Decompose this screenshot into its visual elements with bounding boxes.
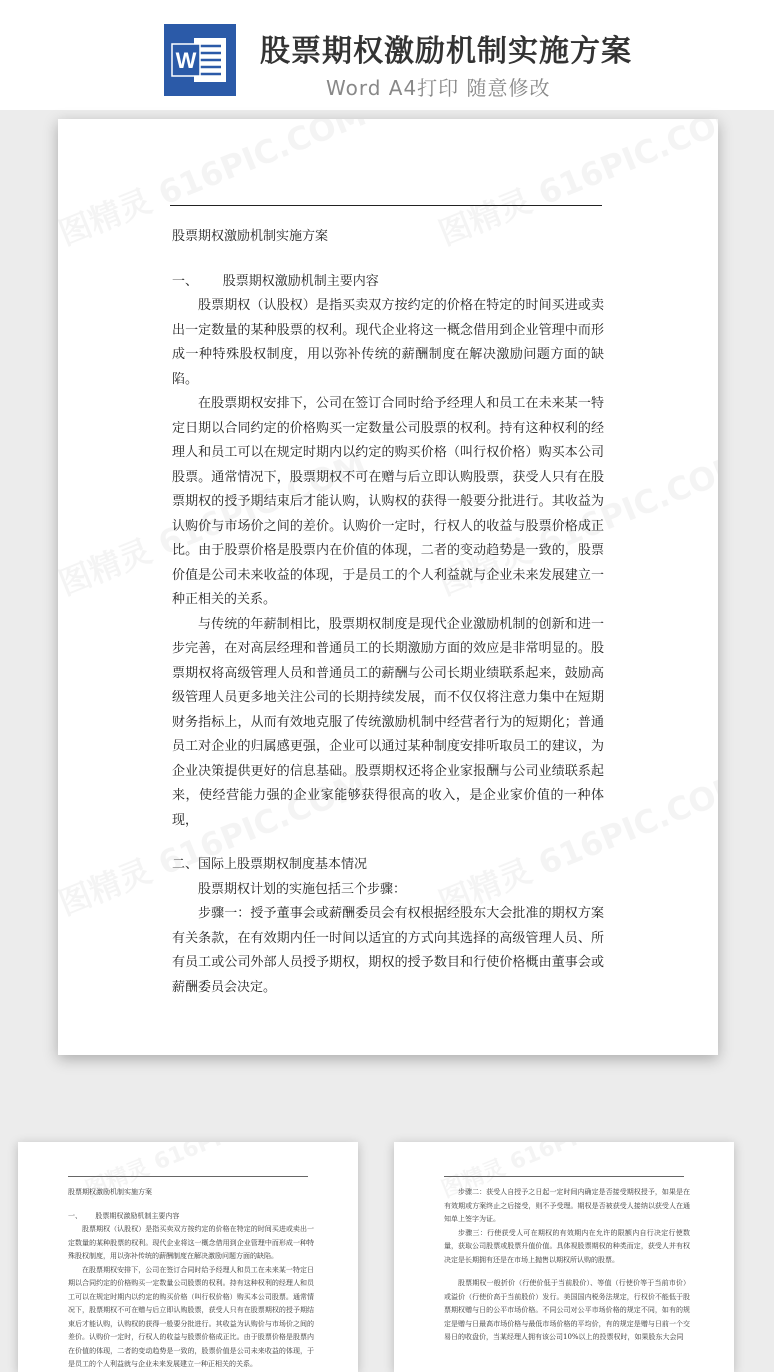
paragraph: 步骤二：获受人自授予之日起一定时间内确定是否接受期权授予，如果是在有效期或方案终止之后接受，则不予受理。期权是否被获受人接纳以获受人在通知单上签字为证。 [444, 1188, 690, 1223]
document-body [172, 225, 604, 1000]
section-heading: 二、国际上股票期权制度基本情况 [172, 857, 368, 872]
paragraph: 步骤三：行使获受人可在期权的有效期内在允许的限额内自行决定行使数量，获取公司股票或股票升值价值。具体视股票期权的种类而定，获受人并有权决定是长期拥有还是在市场上抛售以期权所认购的股票。 [444, 1228, 690, 1264]
header-rule [444, 1176, 684, 1177]
paragraph: 步骤一：授予董事会或薪酬委员会有权根据经股东大会批准的期权方案有关条款，在有效期内任一时间以适宜的方式向其选择的高级管理人员、所有员工或公司外部人员授予期权，期权的授予数目和行使价格概由董事会或薪酬委员会决定。 [172, 906, 604, 995]
document-page [58, 119, 718, 1055]
header-rule [68, 1176, 308, 1177]
thumbnail-page-2[interactable] [394, 1142, 734, 1372]
paragraph: 股票期权一般折价（行使价低于当前股价）、等值（行使价等于当前市价）或溢价（行使价高于当前股价）发行。美国国内税务法规定，行权价不能低于股票期权赠与日的公平市场价格。不同公司对公平市场价格的规定不同，如有的规定是赠与日最高市场价格与最低市场价格的平均价，有的规定是赠与日前一个交易日的收盘价，当某经理人拥有该公司10%以上的投票权时，如果股东大会同 [444, 1279, 690, 1341]
paragraph: 在股票期权安排下，公司在签订合同时给予经理人和员工在未来某一特定日期以合同约定的价格购买一定数量公司股票的权利。持有这种权利的经理人和员工可以在规定时期内以约定的购买价格（叫行权价格）购买本公司股票。通常情况下，股票期权不可在赠与后立即认购股票，获受人只有在股票期权的授予期结束后才能认购，认购权的获得一般要分批进行。其收益为认购价与市场价之间的差价。认购价一定时，行权人的收益与股票价格成正比。由于股票价格是股票内在价值的体现，二者的变动趋势是一致的，股票价值是公司未来收益的体现，于是员工的个人利益就与企业未来发展建立一种正相关的关系。 [68, 1265, 314, 1368]
page-title: 股票期权激励机制实施方案 [260, 34, 632, 69]
thumbnail-body [68, 1186, 314, 1372]
paragraph: 与传统的年薪制相比，股票期权制度是现代企业激励机制的创新和进一步完善，在对高层经理和普通员工的长期激励方面的效应是非常明显的。股票期权将高级管理人员和普通员工的薪酬与公司长期业绩联系起来，鼓励高级管理人员更多地关注公司的长期持续发展，而不仅仅将注意力集中在短期财务指标上，从而有效地克服了传统激励机制中经营者行为的短期化；普通员工对企业的归属感更强，企业可以通过某种制度安排听取员工的建议，为企业决策提供更好的信息基础。股票期权还将企业家报酬与公司业绩联系起来，使经营能力强的企业家能够获得很高的收入，是企业家价值的一种体现， [172, 616, 604, 828]
paragraph: 股票期权（认股权）是指买卖双方按约定的价格在特定的时间买进或卖出一定数量的某种股票的权利。现代企业将这一概念借用到企业管理中而形成一种特殊股权制度，用以弥补传统的薪酬制度在解决激励问题方面的缺陷。 [68, 1225, 314, 1260]
paragraph: 股票期权（认股权）是指买卖双方按约定的价格在特定的时间买进或卖出一定数量的某种股票的权利。现代企业将这一概念借用到企业管理中而形成一种特殊股权制度，用以弥补传统的薪酬制度在解决激励问题方面的缺陷。 [172, 298, 604, 387]
thumbnail-page-1[interactable] [18, 1142, 358, 1372]
section-heading: 一、 股票期权激励机制主要内容 [68, 1211, 180, 1220]
paragraph: 在股票期权安排下，公司在签订合同时给予经理人和员工在未来某一特定日期以合同约定的价格购买一定数量公司股票的权利。持有这种权利的经理人和员工可以在规定时期内以约定的购买价格（叫行权价格）购买本公司股票。通常情况下，股票期权不可在赠与后立即认购股票，获受人只有在股票期权的授予期结束后才能认购，认购权的获得一般要分批进行。其收益为认购价与市场价之间的差价。认购价一定时，行权人的收益与股票价格成正比。由于股票价格是股票内在价值的体现，二者的变动趋势是一致的，股票价值是公司未来收益的体现，于是员工的个人利益就与企业未来发展建立一种正相关的关系。 [172, 396, 604, 607]
paragraph: 股票期权计划的实施包括三个步骤： [198, 881, 407, 897]
header-rule [170, 205, 602, 206]
page-subtitle: Word A4打印 随意修改 [326, 76, 551, 100]
document-title: 股票期权激励机制实施方案 [172, 229, 329, 244]
word-document-icon [164, 24, 236, 96]
thumbnail-body [444, 1186, 690, 1345]
document-title: 股票期权激励机制实施方案 [68, 1188, 152, 1196]
section-heading: 一、 股票期权激励机制主要内容 [172, 273, 379, 289]
header-banner [0, 0, 774, 110]
word-icon-letter: W [175, 48, 197, 73]
